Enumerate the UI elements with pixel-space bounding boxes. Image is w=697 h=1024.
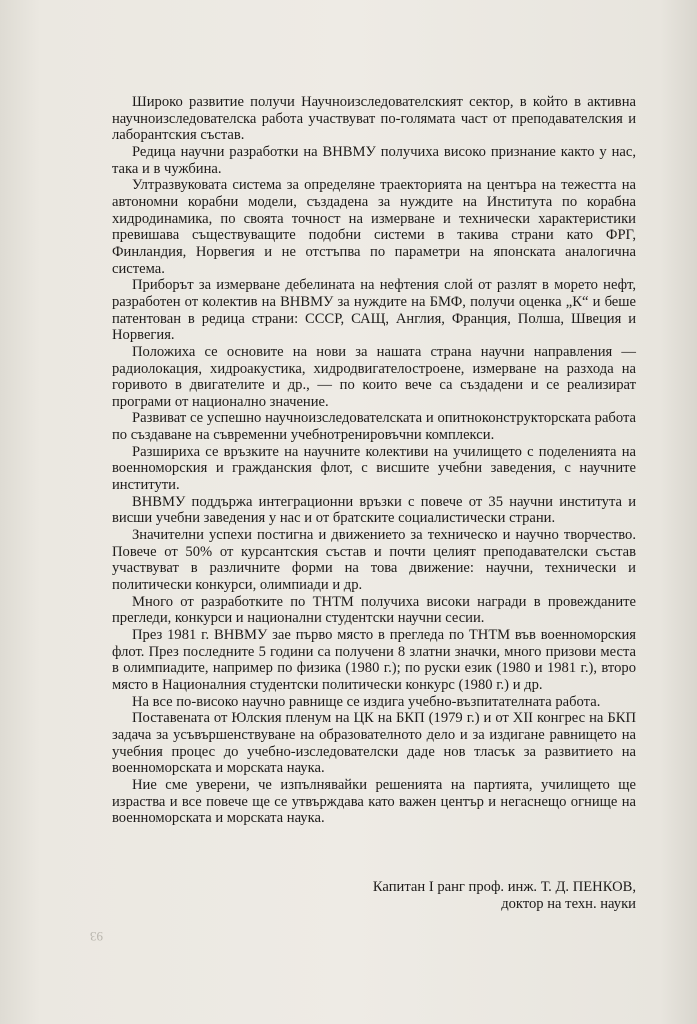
paragraph: Разшириха се връзките на научните колективи на училището с поделенията на военноморския и гражданския флот, с висшите учебни заведения, с научните институти. bbox=[112, 443, 636, 494]
author-signature bbox=[112, 879, 636, 913]
paragraph: Приборът за измерване дебелината на нефтения слой от разлят в морето нефт, разработен от колектив на ВНВМУ за нуждите на БМФ, получи оценка „К“ и беше патентован в редица страни: СССР, САЩ, Англия, Франция, Полша, Швеция и Норвегия. bbox=[112, 277, 636, 344]
paragraph: Широко развитие получи Научноизследователският сектор, в който в активна научноизследователска работа участвуват по-голямата част от преподавателския и лаборантския състав. bbox=[112, 94, 636, 144]
page-number: 93 bbox=[90, 929, 103, 944]
paragraph: Ние сме уверени, че изпълнявайки решенията на партията, училището ще израства и все повече ще се утвърждава като важен център и негаснещо огнище на военноморската и морската наука. bbox=[112, 776, 636, 827]
author-title: доктор на техн. науки bbox=[501, 896, 636, 912]
paragraph: Поставената от Юлския пленум на ЦК на БКП (1979 г.) и от XII конгрес на БКП задача за усъвършенствуване на образователното дело и за издигане равнището на учебния процес до учебно-изследователски даде нов тласък за развитието на военноморската и морската наука. bbox=[112, 710, 636, 777]
paragraph: Развиват се успешно научноизследователската и опитноконструкторската работа по създаване на съвременни учебнотренировъчни комплекси. bbox=[112, 410, 636, 444]
paragraph: Ултразвуковата система за определяне траекторията на центъра на тежестта на автономни корабни модели, създадена за нуждите на Института по корабна хидродинамика, по своята точност на измерване и технически характеристики превишава съществуващите подобни системи в такива страни като ФРГ, Финландия, Норвегия и не отстъпва по параметри на японската аналогична система. bbox=[112, 177, 636, 277]
paragraph: На все по-високо научно равнище се издига учебно-възпитателната работа. bbox=[132, 693, 601, 710]
paragraph: Положиха се основите на нови за нашата страна научни направления — радиолокация, хидроакустика, хидродвигателостроене, измерване на разхода на горивото в двигателите и др., — по които вече са създадени и се реализират програми от национално значение. bbox=[112, 343, 636, 410]
author-name: Капитан I ранг проф. инж. Т. Д. ПЕНКОВ, bbox=[372, 879, 636, 895]
paragraph: Значителни успехи постигна и движението за техническо и научно творчество. Повече от 50% от курсантския състав и почти целият преподавателски състав участвуват в различните форми на това движение: научни, технически и политически конкурси, олимпиади и др. bbox=[112, 527, 636, 594]
paragraph: Много от разработките по ТНТМ получиха високи награди в провежданите прегледи, конкурси и национални студентски научни сесии. bbox=[112, 593, 636, 627]
article-body bbox=[112, 94, 636, 827]
paragraph: През 1981 г. ВНВМУ зае първо място в прегледа по ТНТМ във военноморския флот. През последните 5 години са получени 8 златни значки, много призови места в олимпиадите, например по физика (1980 г.); по руски език (1980 и 1981 г.), второ място в Националния студентски политически конкурс (1980 г.) и др. bbox=[112, 627, 636, 693]
paragraph: Редица научни разработки на ВНВМУ получиха високо признание както у нас, така и в чужбина. bbox=[112, 143, 636, 177]
paragraph: ВНВМУ поддържа интеграционни връзки с повече от 35 научни института и висши учебни заведения у нас и от братските социалистически страни. bbox=[112, 493, 636, 527]
